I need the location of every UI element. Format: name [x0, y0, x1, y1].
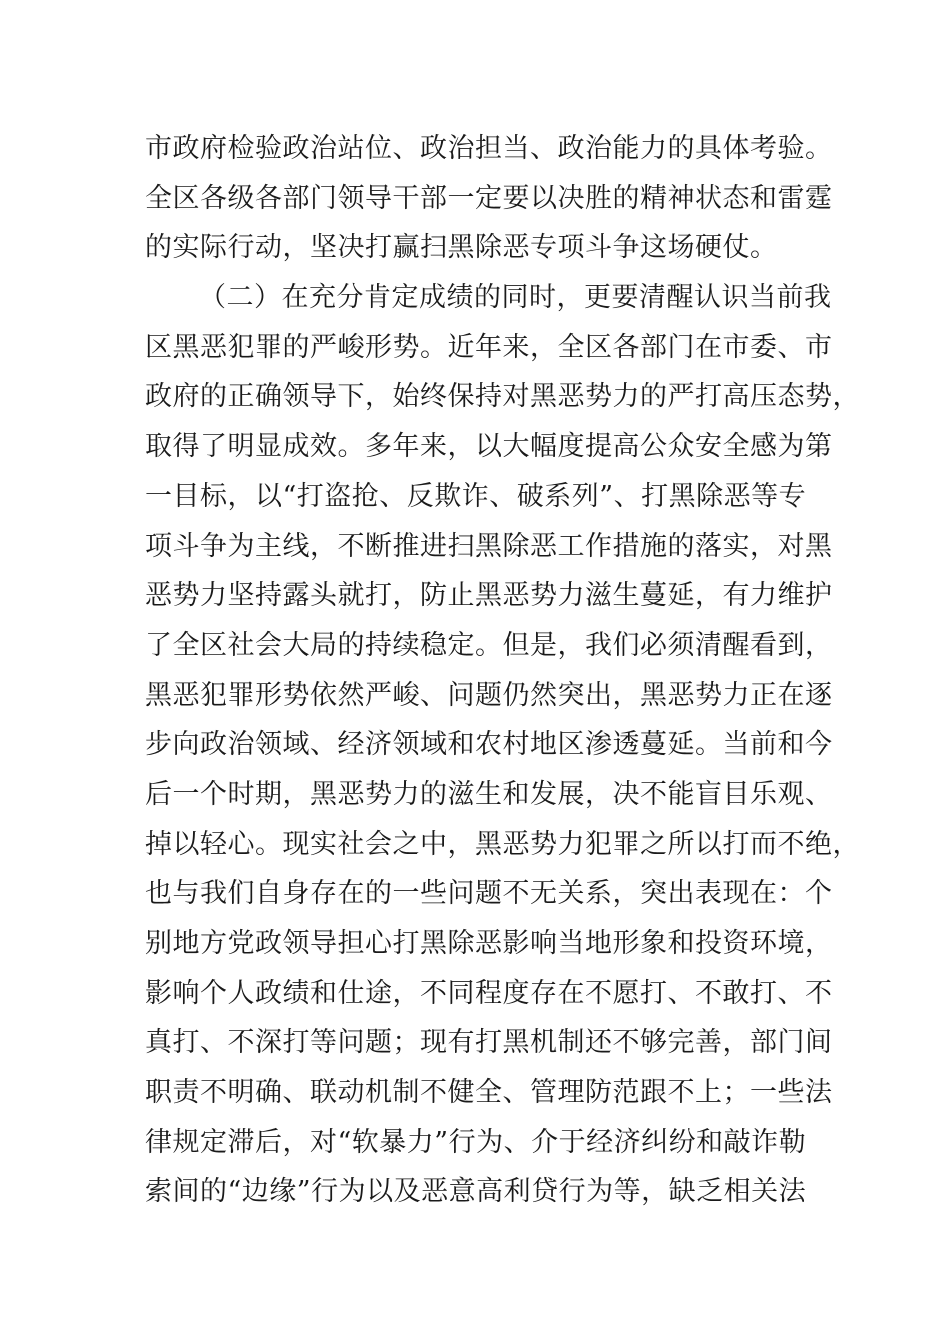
text-line: 恶势力坚持露头就打，防止黑恶势力滋生蔓延，有力维护 — [145, 580, 833, 612]
text-line: 也与我们自身存在的一些问题不无关系，突出表现在：个 — [145, 878, 833, 910]
text-line: 一目标，以“打盗抢、反欺诈、破系列”、打黑除恶等专 — [145, 480, 807, 512]
paragraph-first-line: （二）在充分肯定成绩的同时，更要清醒认识当前我 — [199, 282, 832, 314]
text-line: 影响个人政绩和仕途，不同程度存在不愿打、不敢打、不 — [145, 977, 833, 1009]
text-line: 黑恶犯罪形势依然严峻、问题仍然突出，黑恶势力正在逐 — [145, 679, 833, 711]
text-line: 索间的“边缘”行为以及恶意高利贷行为等，缺乏相关法 — [145, 1176, 807, 1208]
text-line: 的实际行动，坚决打赢扫黑除恶专项斗争这场硬仗。 — [145, 232, 778, 264]
text-line: 项斗争为主线，不断推进扫黑除恶工作措施的落实，对黑 — [145, 530, 833, 562]
text-line: 律规定滞后，对“软暴力”行为、介于经济纠纷和敲诈勒 — [145, 1126, 807, 1158]
text-line: 别地方党政领导担心打黑除恶影响当地形象和投资环境， — [145, 928, 833, 959]
body-text — [145, 124, 860, 1217]
text-line: 掉以轻心。现实社会之中，黑恶势力犯罪之所以打而不绝， — [145, 828, 860, 860]
text-line: 全区各级各部门领导干部一定要以决胜的精神状态和雷霆 — [145, 182, 833, 214]
text-line: 取得了明显成效。多年来，以大幅度提高公众安全感为第 — [145, 431, 833, 463]
text-line: 区黑恶犯罪的严峻形势。近年来，全区各部门在市委、市 — [145, 331, 833, 363]
text-line: 真打、不深打等问题；现有打黑机制还不够完善，部门间 — [145, 1027, 833, 1059]
text-line: 后一个时期，黑恶势力的滋生和发展，决不能盲目乐观、 — [145, 778, 833, 810]
text-line: 了全区社会大局的持续稳定。但是，我们必须清醒看到， — [145, 629, 833, 661]
text-line: 市政府检验政治站位、政治担当、政治能力的具体考验。 — [145, 133, 833, 164]
text-line: 步向政治领域、经济领域和农村地区渗透蔓延。当前和今 — [145, 729, 833, 761]
text-line: 职责不明确、联动机制不健全、管理防范跟不上；一些法 — [145, 1077, 833, 1109]
text-line: 政府的正确领导下，始终保持对黑恶势力的严打高压态势， — [145, 381, 860, 413]
